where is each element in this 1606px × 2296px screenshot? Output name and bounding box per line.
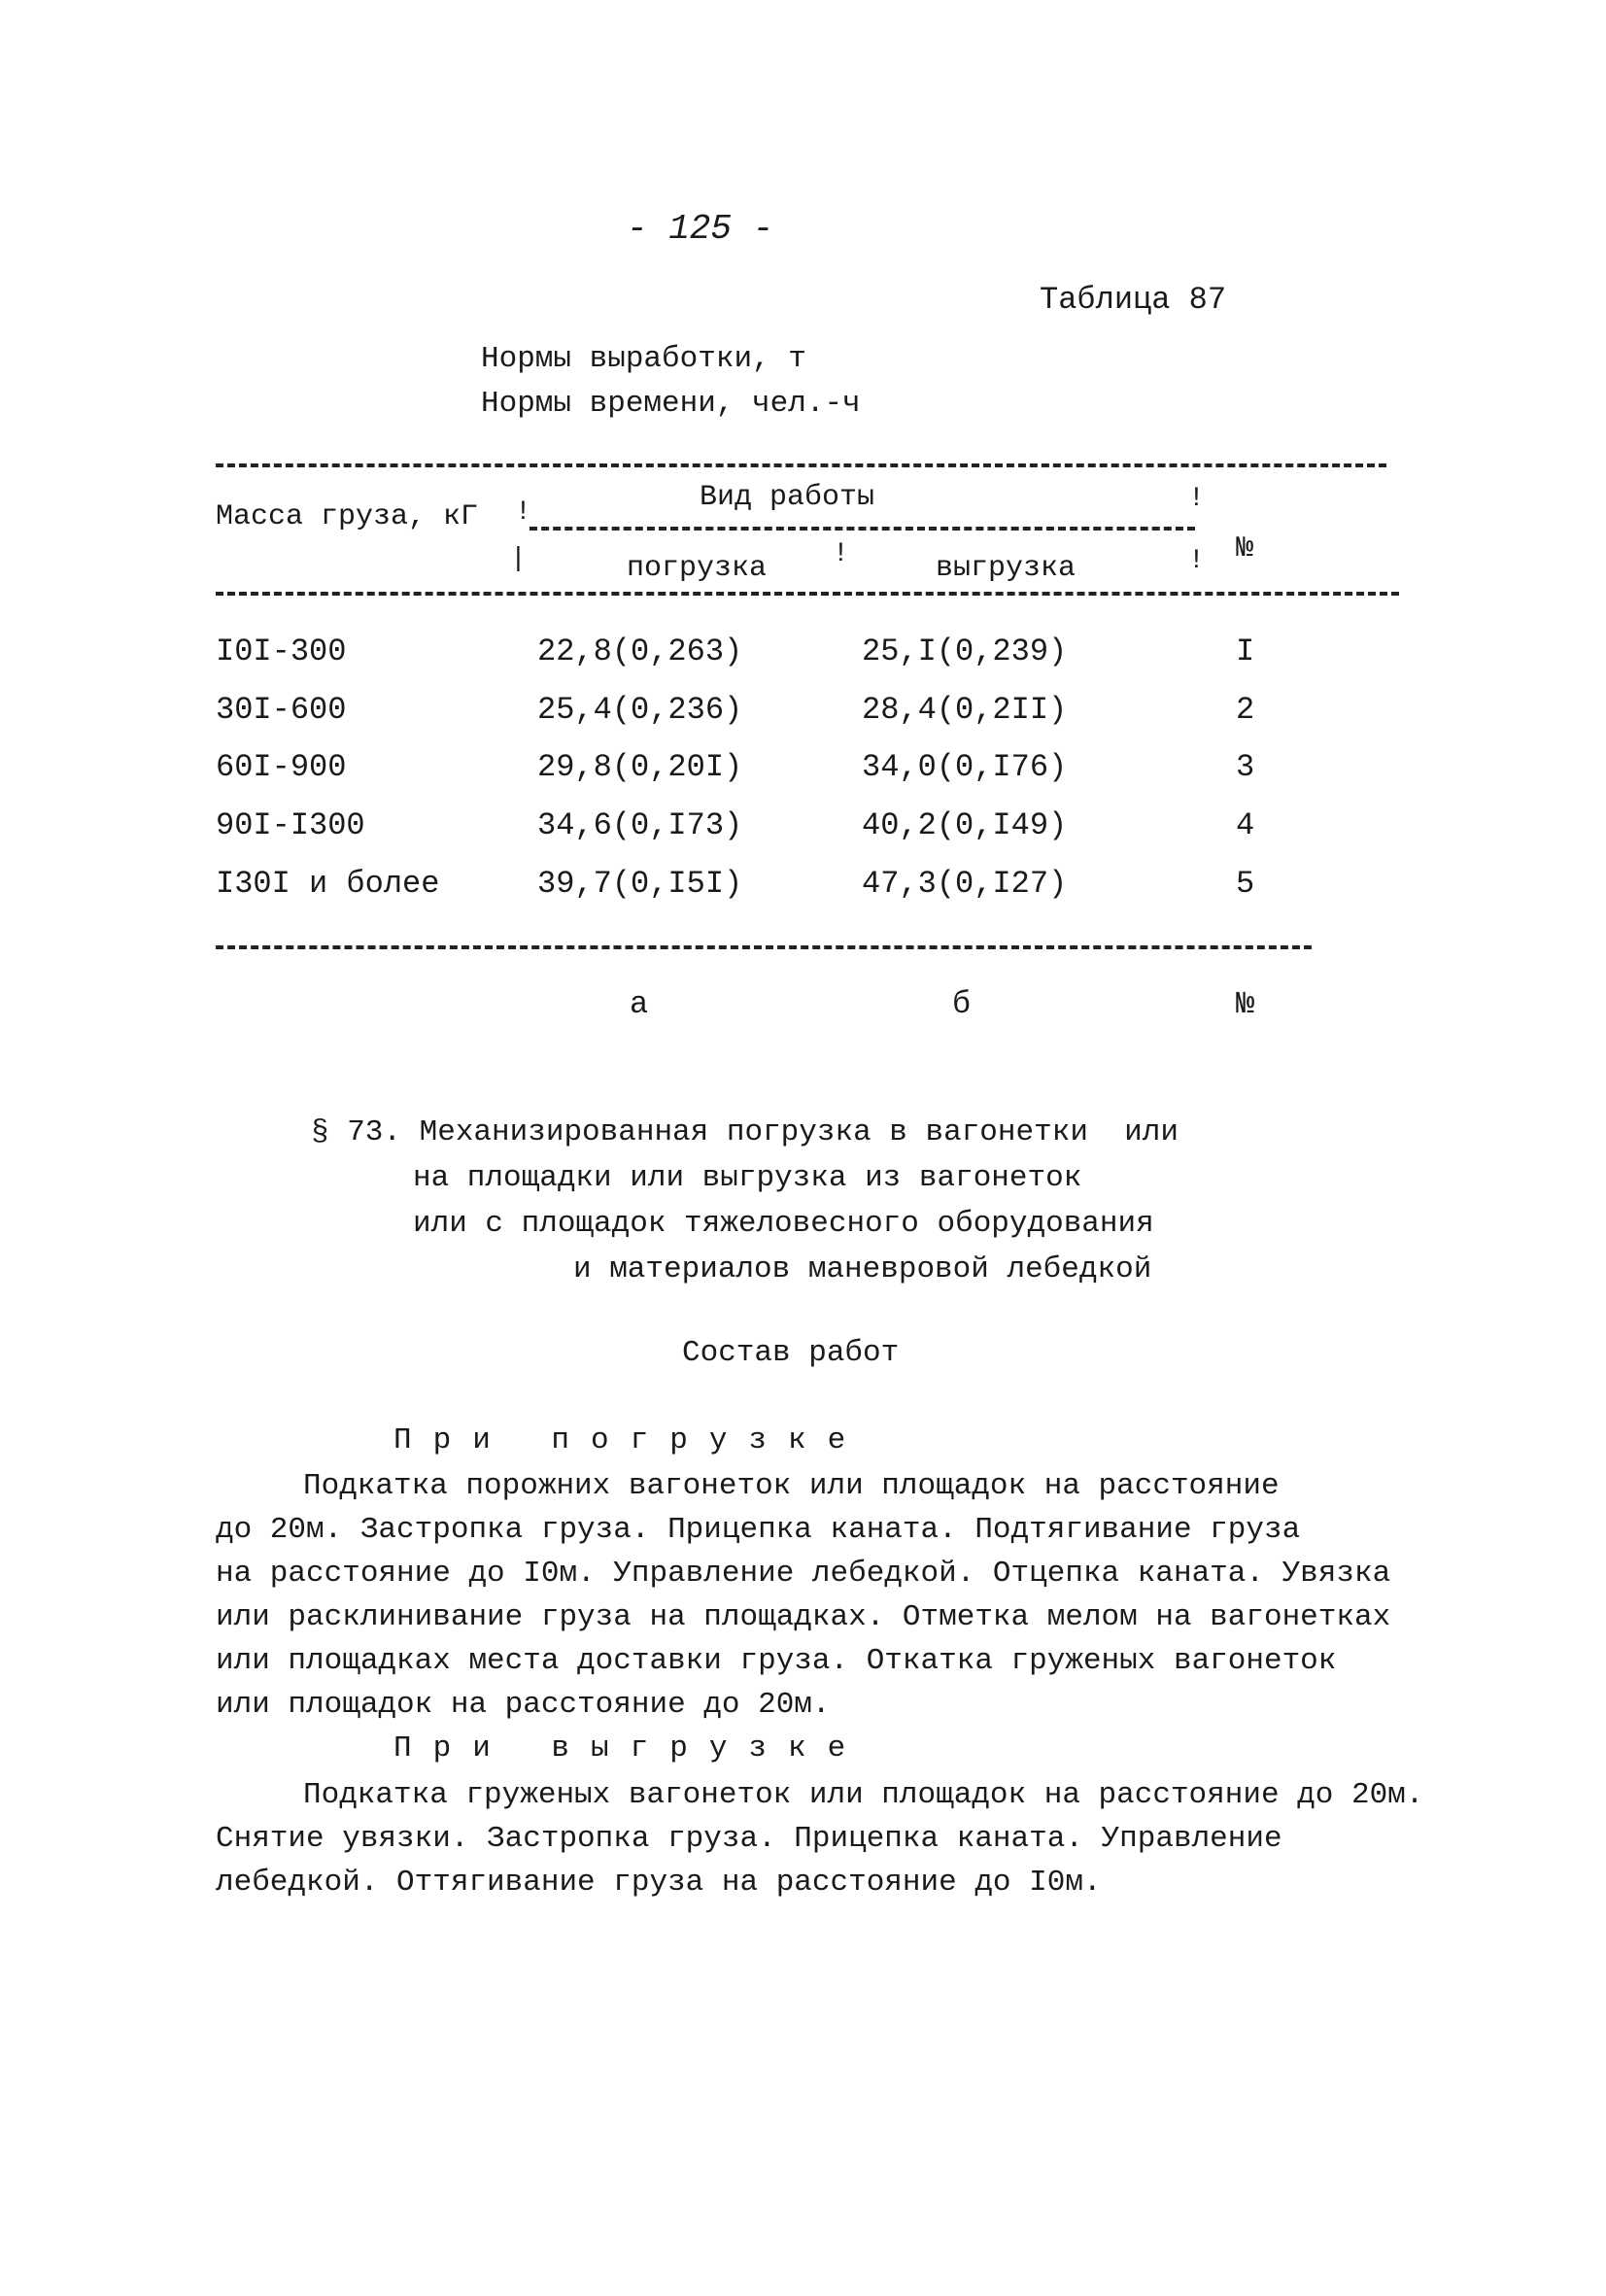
row-value-b: 25,I(0,239) [862,634,1068,669]
footer-col-number: № [1236,986,1255,1022]
header-vbar: ! [1188,484,1205,514]
row-number: 4 [1236,807,1255,843]
row-number: 2 [1236,692,1255,728]
header-vbar: | [510,544,527,574]
row-value-b: 28,4(0,2II) [862,692,1068,728]
row-value-b: 47,3(0,I27) [862,866,1068,902]
footer-col-b: б [952,986,972,1022]
section-title-line: на площадки или выгрузка из вагонеток [413,1161,1082,1195]
loading-heading: При погрузке [393,1423,868,1457]
row-value-a: 29,8(0,20I) [537,749,743,785]
unloading-text-line: лебедкой. Оттягивание груза на расстояние до I0м. [216,1866,1102,1900]
loading-text-line: Подкатка порожних вагонеток или площадок на расстояние [303,1469,1280,1503]
loading-text-line: или площадок на расстояние до 20м. [216,1688,831,1722]
units-time-norm: Нормы времени, чел.-ч [481,387,861,421]
table-top-rule [216,463,1386,467]
row-value-b: 34,0(0,I76) [862,749,1068,785]
loading-text-line: или площадках места доставки груза. Откатка груженых вагонеток [216,1644,1337,1678]
header-work-type: Вид работы [700,481,875,514]
header-vbar: ! [515,497,531,528]
section-title-line: или с площадок тяжеловесного оборудования [413,1207,1154,1241]
section-title-line: и материалов маневровой лебедкой [573,1252,1152,1286]
row-mass: 90I-I300 [216,807,365,843]
page-number: - 125 - [627,209,774,249]
row-number: 3 [1236,749,1255,785]
row-mass: I30I и более [216,866,440,902]
unloading-heading: При выгрузке [393,1731,868,1765]
loading-text-line: или расклинивание груза на площадках. Отметка мелом на вагонетках [216,1600,1391,1634]
row-value-a: 22,8(0,263) [537,634,743,669]
header-unloading: выгрузка [936,552,1076,585]
row-number: I [1236,634,1255,669]
row-mass: I0I-300 [216,634,347,669]
loading-text-line: на расстояние до I0м. Управление лебедкой. Отцепка каната. Увязка [216,1557,1391,1591]
row-value-b: 40,2(0,I49) [862,807,1068,843]
units-output-norm: Нормы выработки, т [481,342,806,376]
composition-title: Состав работ [682,1336,900,1370]
section-title-line: § 73. Механизированная погрузка в вагонетки или [311,1115,1179,1149]
footer-col-a: а [630,986,649,1022]
row-mass: 60I-900 [216,749,347,785]
header-mid-rule [530,527,1195,531]
loading-text-line: до 20м. Застропка груза. Прицепка каната. Подтягивание груза [216,1513,1301,1547]
table-bottom-rule [216,945,1312,949]
header-number: № [1236,532,1254,565]
unloading-text-line: Снятие увязки. Застропка груза. Прицепка каната. Управление [216,1822,1282,1856]
row-value-a: 34,6(0,I73) [537,807,743,843]
table-label: Таблица 87 [1040,282,1227,318]
header-loading: погрузка [627,552,768,585]
unloading-text-line: Подкатка груженых вагонеток или площадок на расстояние до 20м. [303,1778,1424,1812]
row-mass: 30I-600 [216,692,347,728]
header-vbar: ! [1188,546,1205,576]
row-value-a: 39,7(0,I5I) [537,866,743,902]
header-bottom-rule [216,592,1399,596]
row-number: 5 [1236,866,1255,902]
header-mass: Масса груза, кГ [216,500,479,533]
header-vbar: ! [833,539,849,569]
row-value-a: 25,4(0,236) [537,692,743,728]
